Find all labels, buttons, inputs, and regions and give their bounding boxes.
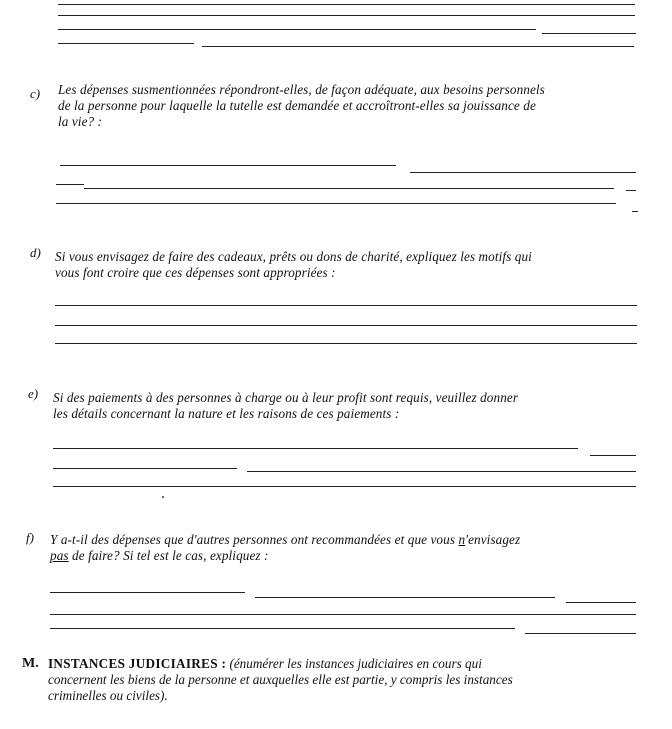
question-e-label: e): [28, 386, 39, 401]
question-f-text: [50, 532, 520, 564]
question-f-line-1: [50, 532, 520, 548]
section-m-line-2: [48, 672, 648, 688]
section-m-desc-1: (énumérer les instances judiciaires en cours qui: [226, 656, 482, 671]
question-f-line-1-post: 'envisagez: [465, 532, 521, 547]
section-m-letter: M.: [22, 656, 39, 671]
question-d-text: [55, 249, 532, 281]
question-d-label: d): [30, 245, 41, 260]
section-m-line-1: [48, 656, 648, 672]
section-m-text: [48, 656, 648, 704]
question-f-label: f): [26, 530, 34, 545]
scan-speck: [162, 496, 164, 498]
question-f-line-2: [50, 548, 520, 564]
question-c-line-1: Les dépenses susmentionnées répondront-elles, de façon adéquate, aux besoins personnels: [58, 82, 545, 97]
question-d-line-2: vous font croire que ces dépenses sont appropriées :: [55, 265, 336, 280]
question-c-label: c): [30, 86, 41, 101]
question-c-line-3: la vie? :: [58, 114, 103, 129]
question-f-line-2-post: de faire? Si tel est le cas, expliquez :: [68, 548, 269, 563]
question-f-underlined-n: n: [458, 532, 466, 547]
section-m-line-3: [48, 688, 648, 704]
section-m-desc-2: concernent les biens de la personne et auxquelles elle est partie, y compris les instances: [48, 672, 513, 687]
question-f-underlined-pas: pas: [50, 548, 69, 563]
question-f-line-1-pre: Y a-t-il des dépenses que d'autres personnes ont recommandées et que vous: [50, 532, 459, 547]
section-m-title: INSTANCES JUDICIAIRES :: [48, 656, 227, 671]
question-c-line-2: de la personne pour laquelle la tutelle est demandée et accroîtront-elles sa jouissance de: [58, 98, 536, 113]
question-e-line-1: Si des paiements à des personnes à charge ou à leur profit sont requis, veuillez donner: [53, 390, 519, 405]
question-e-line-2: les détails concernant la nature et les raisons de ces paiements :: [53, 406, 400, 421]
question-c-text: [58, 82, 545, 130]
section-m-desc-3: criminelles ou civiles).: [48, 688, 168, 703]
question-d-line-1: Si vous envisagez de faire des cadeaux, prêts ou dons de charité, expliquez les motifs qui: [55, 249, 532, 264]
question-e-text: [53, 390, 518, 422]
